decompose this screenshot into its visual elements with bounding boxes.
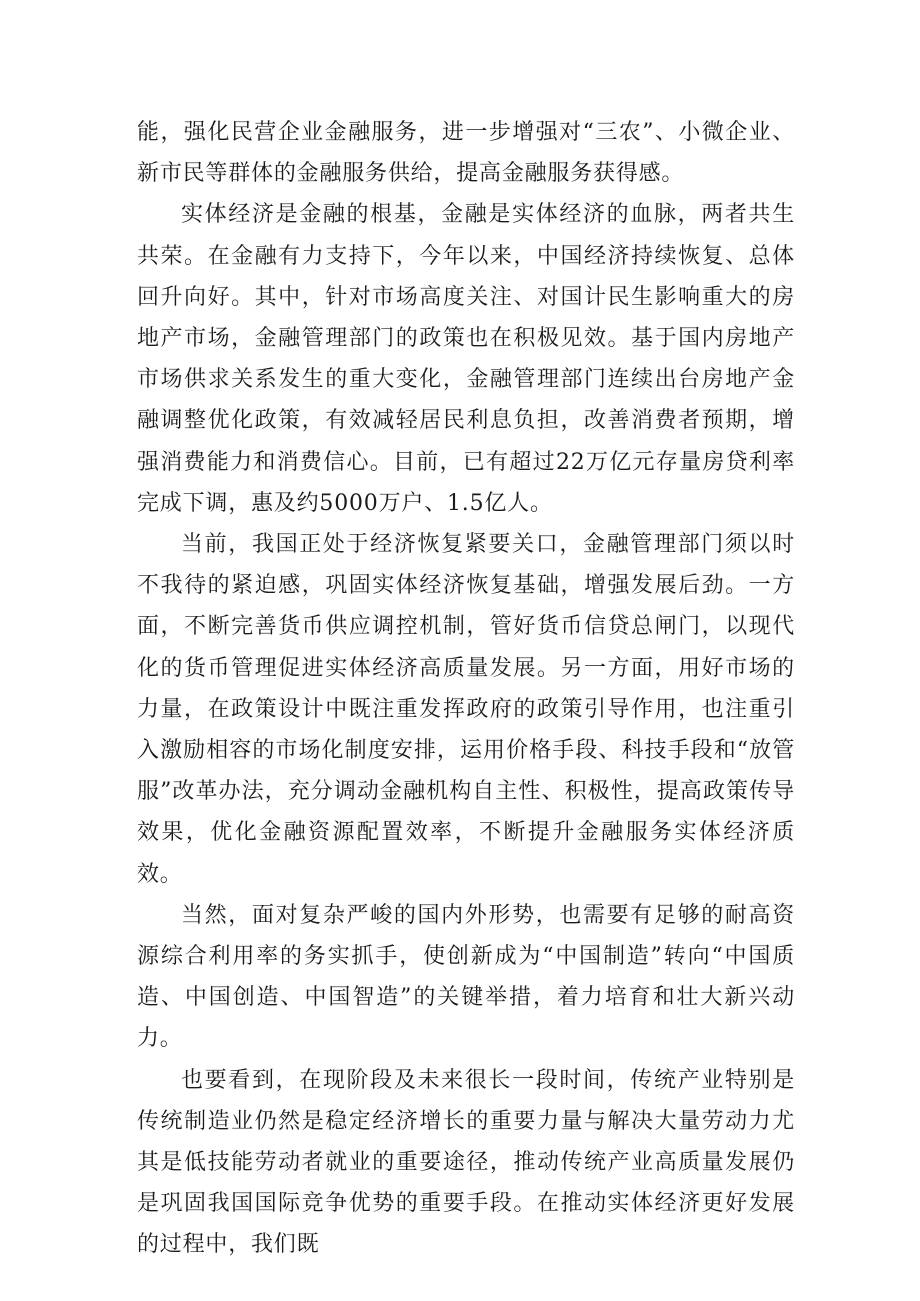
text-line: 合利用率的务实抓手，使创新成为“中国制造”转向“中国质造、中 — [137, 944, 796, 1011]
text-line: 实体经济是金融的根基，金融是实体经济的血脉，两者共生共荣。 — [137, 202, 795, 269]
text-line: 促进实体经济高质量发展。另一方面，用好市场的力量，在政策设计 — [137, 655, 795, 722]
text-line: 制造业仍然是稳定经济增长的重要力量与解决大量劳动力尤其是低技 — [137, 1108, 795, 1176]
text-line: 重大变化，金融管理部门连续出台房地产金融调整优化政策，有效减 — [137, 367, 795, 434]
text-line: 率，不断提升金融服务实体经济质效。 — [137, 820, 795, 887]
document-body — [137, 112, 795, 1266]
text-line: 轻居民利息负担，改善消费者预期，增强消费能力和消费信心。目前， — [137, 408, 795, 475]
paragraph-4 — [137, 895, 795, 1060]
text-line: 在金融有力支持下，今年以来，中国经济持续恢复、总体回升向好。 — [137, 243, 795, 310]
text-line: 中既注重发挥政府的政策引导作用，也注重引入激励相容的市场化制 — [137, 696, 795, 764]
text-line: 能，强化民营企业金融服务，进一步增强对“三农”、小微企业、新 — [137, 120, 795, 187]
text-line: 管理部门的政策也在积极见效。基于国内房地产市场供求关系发生的 — [137, 326, 795, 393]
paragraph-1 — [137, 112, 795, 194]
text-line: 完善货币供应调控机制，管好货币信贷总闸门，以现代化的货币管理 — [137, 614, 796, 681]
text-line: 能劳动者就业的重要途径，推动传统产业高质量发展仍是巩固我国国 — [137, 1150, 796, 1217]
text-line: 当然，面对复杂严峻的国内外形势，也需要有足够的耐高资源综 — [137, 902, 795, 970]
text-line: 市民等群体的金融服务供给，提高金融服务获得感。 — [159, 161, 685, 187]
paragraph-5 — [137, 1060, 795, 1266]
text-line: 也要看到，在现阶段及未来很长一段时间，传统产业特别是传统 — [137, 1067, 795, 1134]
text-line: 国创造、中国智造”的关键举措，着力培育和壮大新兴动力。 — [137, 985, 796, 1052]
text-line: 待的紧迫感，巩固实体经济恢复基础，增强发展后劲。一方面，不断 — [137, 573, 795, 640]
text-line: 际竞争优势的重要手段。在推动实体经济更好发展的过程中，我们既 — [137, 1191, 795, 1258]
paragraph-2 — [137, 194, 795, 524]
text-line: 度安排，运用价格手段、科技手段和“放管服”改革办法，充分调动 — [137, 738, 795, 805]
text-line: 金融机构自主性、积极性，提高政策传导效果，优化金融资源配置效 — [137, 779, 795, 846]
paragraph-3 — [137, 524, 795, 895]
text-line: 已有超过22万亿元存量房贷利率完成下调，惠及约5000万户、1.5亿人。 — [137, 449, 796, 516]
text-line: 当前，我国正处于经济恢复紧要关口，金融管理部门须以时不我 — [137, 532, 795, 599]
text-line: 其中，针对市场高度关注、对国计民生影响重大的房地产市场，金融 — [137, 284, 795, 352]
